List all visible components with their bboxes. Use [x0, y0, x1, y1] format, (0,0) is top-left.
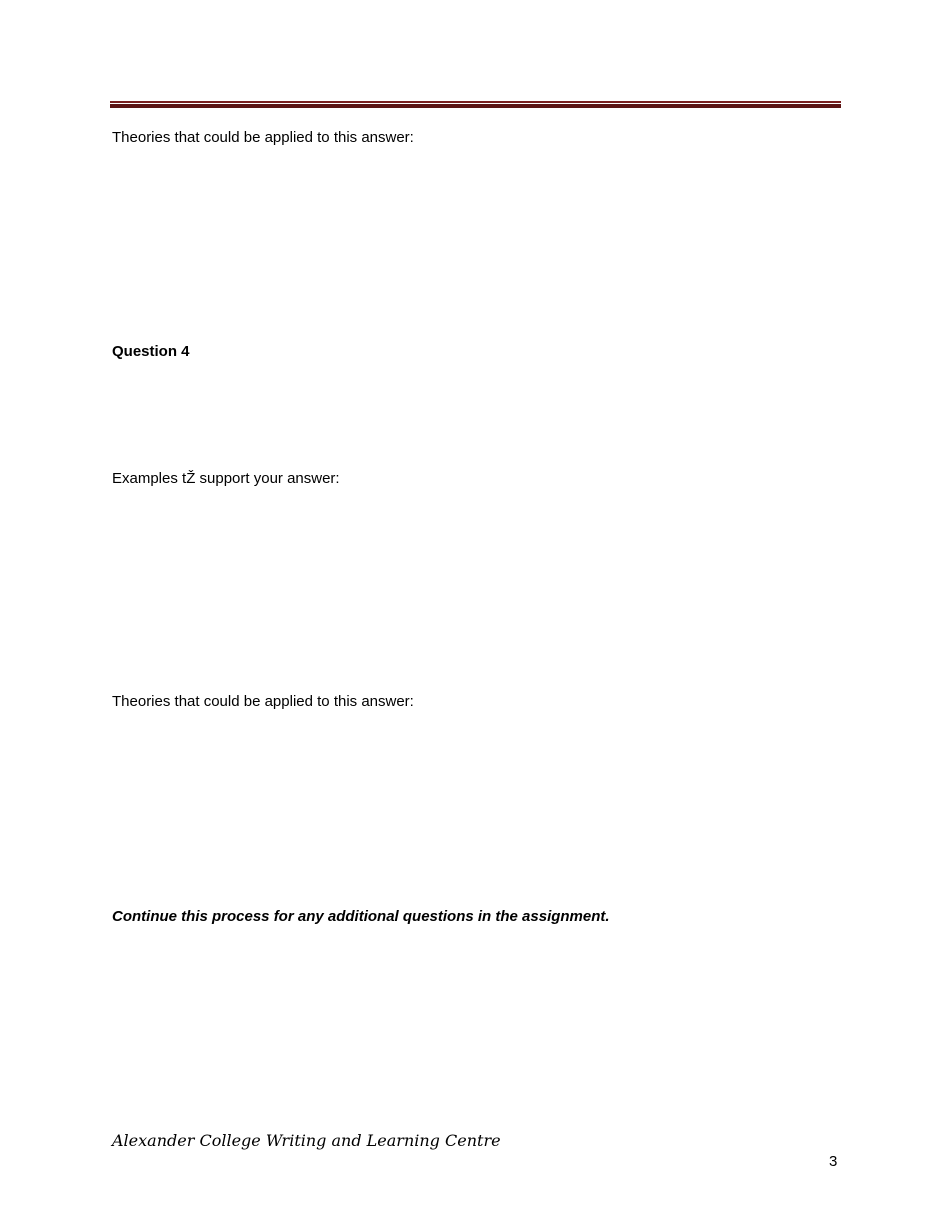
theories-label: Theories that could be applied to this answer:	[112, 129, 414, 146]
footer-text: Alexander College Writing and Learning Centre	[112, 1131, 501, 1150]
question-heading: Question 4	[112, 343, 190, 360]
header-rule-thick	[110, 104, 841, 108]
header-rule-thin	[110, 101, 841, 103]
examples-label: Examples tŽ support your answer:	[112, 470, 340, 487]
continue-note: Continue this process for any additional questions in the assignment.	[112, 908, 610, 925]
theories-label: Theories that could be applied to this answer:	[112, 693, 414, 710]
page-number: 3	[829, 1153, 838, 1170]
